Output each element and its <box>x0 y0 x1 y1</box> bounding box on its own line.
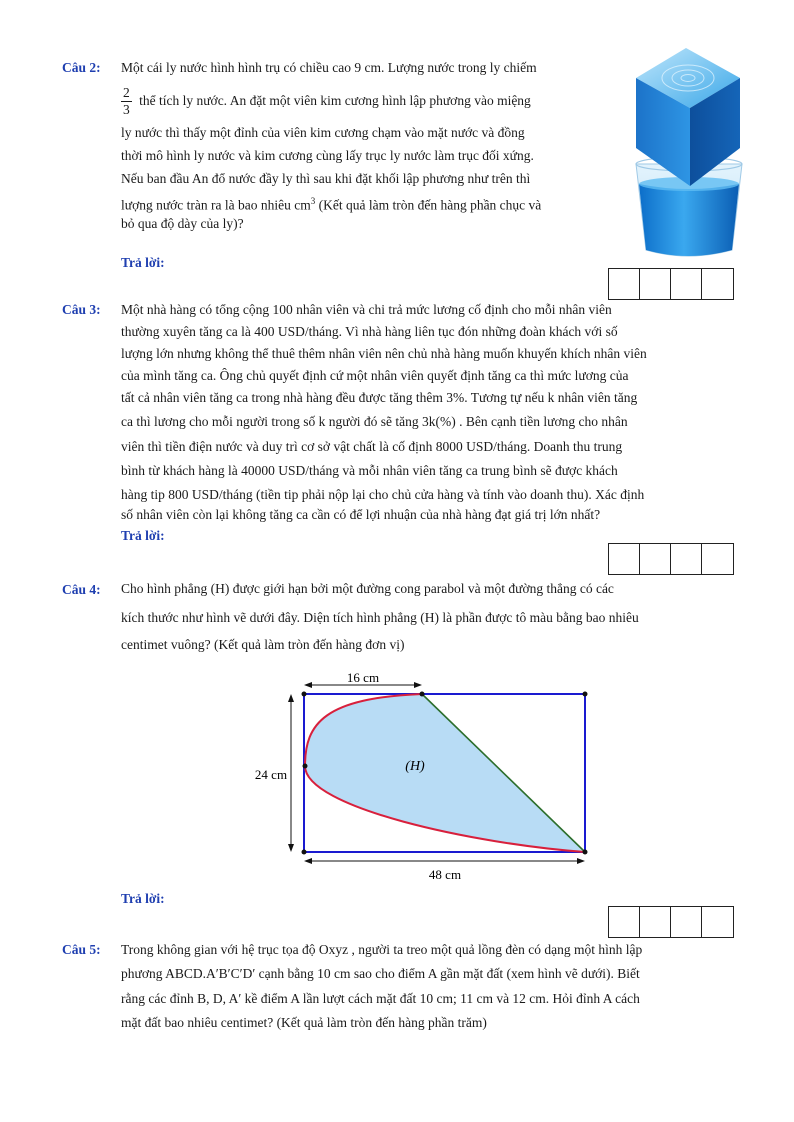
region-h-fill <box>305 694 585 852</box>
parabola-region-figure <box>245 668 605 883</box>
question-3-line-7: viên thì tiền điện nước và duy trì cơ sở vật chất là cố định 8000 USD/tháng. Doanh thu trung <box>121 439 623 454</box>
fraction-numerator: 2 <box>123 85 130 101</box>
question-5-line-2: phương ABCD.A′B′C′D′ cạnh bằng 10 cm sao cho điểm A gần mặt đất (xem hình vẽ dưới). Biết <box>121 966 640 981</box>
question-2-answer-label: Trả lời: <box>121 255 165 270</box>
cube-on-glass-illustration <box>628 36 752 262</box>
question-3-label: Câu 3: <box>62 302 101 317</box>
answer-box-3[interactable] <box>671 269 702 299</box>
question-2-label: Câu 2: <box>62 60 101 75</box>
question-3-line-1: Một nhà hàng có tổng cộng 100 nhân viên và chi trả mức lương cố định cho mỗi nhân viên <box>121 302 612 317</box>
question-3-line-2: thường xuyên tăng ca là 400 USD/tháng. Vì nhà hàng liên tục đón những đoàn khách với số <box>121 324 618 339</box>
question-3-line-9: hàng tip 800 USD/tháng (tiền tip phải nộp lại cho chủ cửa hàng và tính vào doanh thu). Xác định <box>121 487 645 502</box>
answer-box-3[interactable] <box>671 544 702 574</box>
question-4-line-2: kích thước như hình vẽ dưới đây. Diện tích hình phẳng (H) là phần được tô màu bằng bao nhiêu <box>121 610 639 625</box>
question-2-line-1: Một cái ly nước hình hình trụ có chiều cao 9 cm. Lượng nước trong ly chiếm <box>121 60 537 75</box>
question-2-line-7: bỏ qua độ dày của ly)? <box>121 216 244 231</box>
question-2-line-2-text: thể tích ly nước. An đặt một viên kim cương hình lập phương vào miệng <box>135 93 531 108</box>
question-2-answer-boxes[interactable] <box>608 268 734 300</box>
answer-box-4[interactable] <box>702 544 733 574</box>
answer-box-2[interactable] <box>640 907 671 937</box>
question-2-line-2 <box>121 81 616 121</box>
left-dimension-label: 24 cm <box>254 767 288 782</box>
fraction-denominator: 3 <box>123 102 130 118</box>
top-dimension-label: 16 cm <box>346 670 380 685</box>
answer-box-1[interactable] <box>609 907 640 937</box>
question-4-answer-label: Trả lời: <box>121 891 165 906</box>
question-5-line-3: rằng các đỉnh B, D, A′ kề điểm A lần lượt cách mặt đất 10 cm; 11 cm và 12 cm. Hỏi đỉnh A cách <box>121 991 640 1006</box>
question-2-line-5: Nếu ban đầu An đổ nước đầy ly thì sau khi đặt khối lập phương như trên thì <box>121 171 531 186</box>
region-h-label: (H) <box>405 759 425 774</box>
question-2-line-4: thời mô hình ly nước và kim cương cùng lấy trục ly nước làm trục đối xứng. <box>121 148 534 163</box>
answer-box-4[interactable] <box>702 269 733 299</box>
answer-box-1[interactable] <box>609 269 640 299</box>
answer-box-2[interactable] <box>640 269 671 299</box>
cubic-superscript: 3 <box>310 196 316 206</box>
fraction-two-thirds <box>121 85 132 118</box>
question-3-line-10: số nhân viên còn lại không tăng ca cần có để lợi nhuận của nhà hàng đạt giá trị lớn nhất? <box>121 507 601 522</box>
question-3-line-5: tất cả nhân viên tăng ca trong nhà hàng đều được tăng thêm 3%. Tương tự nếu k nhân viên tăng <box>121 390 638 405</box>
bottom-dimension-label: 48 cm <box>428 867 462 882</box>
answer-box-3[interactable] <box>671 907 702 937</box>
question-4-answer-boxes[interactable] <box>608 906 734 938</box>
question-4-line-1: Cho hình phẳng (H) được giới hạn bởi một đường cong parabol và một đường thẳng có các <box>121 581 614 596</box>
question-4-label: Câu 4: <box>62 582 101 597</box>
question-3-line-6: ca thì lương cho mỗi người trong số k người đó sẽ tăng 3k(%) . Bên cạnh tiền lương cho nhân <box>121 414 628 429</box>
answer-box-1[interactable] <box>609 544 640 574</box>
question-2-line-3: ly nước thì thấy một đỉnh của viên kim cương chạm vào mặt nước và đồng <box>121 125 525 140</box>
answer-box-4[interactable] <box>702 907 733 937</box>
question-4-line-3: centimet vuông? (Kết quả làm tròn đến hàng đơn vị) <box>121 637 405 652</box>
question-3-line-4: của mình tăng ca. Ông chủ quyết định cứ một nhân viên quyết định tăng ca thì mức lương của <box>121 368 629 383</box>
question-3-line-8: bình từ khách hàng là 40000 USD/tháng và mỗi nhân viên tăng ca trung bình sẽ được khách <box>121 463 618 478</box>
question-5-line-1: Trong không gian với hệ trục tọa độ Oxyz , người ta treo một quả lồng đèn có dạng một hình lập <box>121 942 643 957</box>
question-2-line-6a: lượng nước tràn ra là bao nhiêu cm <box>121 197 311 213</box>
question-3-answer-boxes[interactable] <box>608 543 734 575</box>
question-5-label: Câu 5: <box>62 942 101 957</box>
question-2-line-6b: (Kết quả làm tròn đến hàng phần chục và <box>315 197 542 213</box>
answer-box-2[interactable] <box>640 544 671 574</box>
question-3-answer-label: Trả lời: <box>121 528 165 543</box>
question-3-line-3: lượng lớn nhưng không thể thuê thêm nhân viên nên chủ nhà hàng muốn khuyến khích nhân viên <box>121 346 647 361</box>
question-5-line-4: mặt đất bao nhiêu centimet? (Kết quả làm tròn đến hàng phần trăm) <box>121 1015 487 1030</box>
